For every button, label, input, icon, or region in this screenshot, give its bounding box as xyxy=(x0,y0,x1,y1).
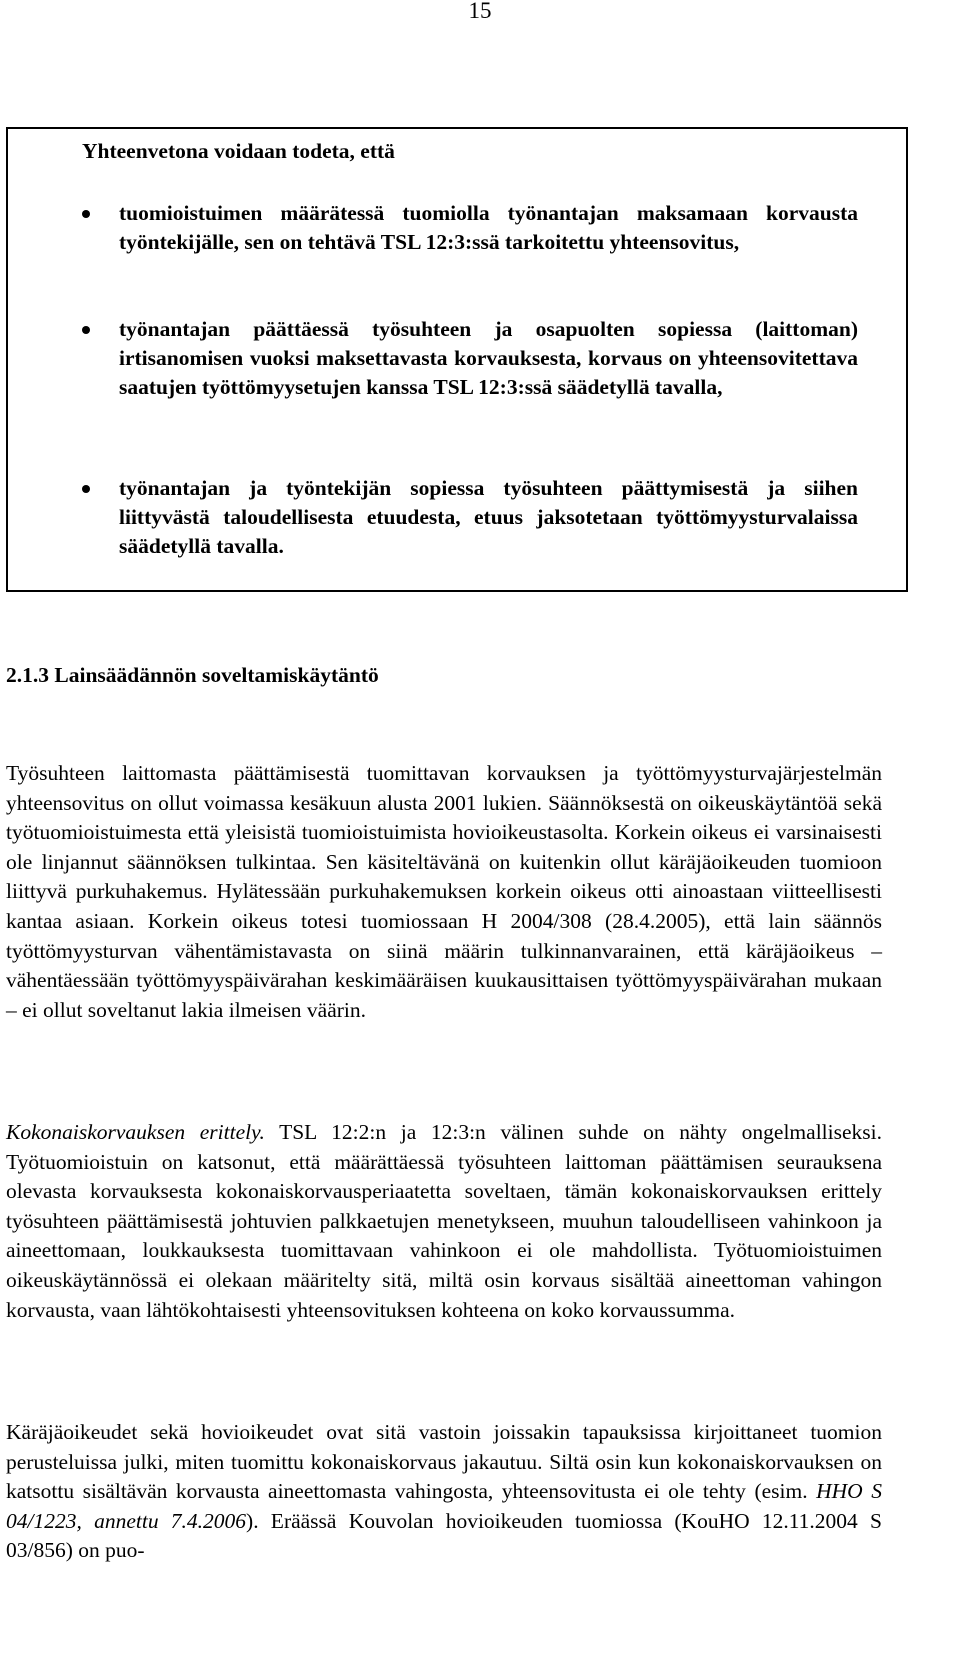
paragraph-2 xyxy=(6,1118,882,1325)
summary-bullet-text: tuomioistuimen määrätessä tuomiolla työnantajan maksamaan korvausta työntekijälle, sen on tehtävä TSL 12:3:ssä tarkoitettu yhteensovitus, xyxy=(119,201,858,254)
paragraph-2-lead: Kokonaiskorvauksen erittely. xyxy=(6,1120,265,1144)
bullet-dot-icon xyxy=(82,485,90,493)
summary-bullet-item xyxy=(82,315,858,402)
paragraph-3-text-a: Käräjäoikeudet sekä hovioikeudet ovat sitä vastoin joissakin tapauksissa kirjoittaneet tuomion perusteluissa julki, miten tuomittu kokonaiskorvaus jakautuu. Siltä osin kun kokonaiskorvauksen on katsottu sisältävän korvausta aineettomasta vahingosta, yhteensovitusta ei ole tehty (esim. xyxy=(6,1420,882,1504)
bullet-dot-icon xyxy=(82,326,90,334)
summary-bullet-item xyxy=(82,199,858,257)
paragraph-3-text-b: ). Eräässä Kouvolan hovioikeuden tuomiossa (KouHO 12.11.2004 S 03/856) on puo- xyxy=(6,1508,882,1563)
paragraph-1: Työsuhteen laittomasta päättämisestä tuomittavan korvauksen ja työttömyysturvajärjestelmän yhteensovitus on ollut voimassa kesäkuun alusta 2001 lukien. Säännöksestä on oikeuskäytäntöä sekä työtuomioistuimesta että yleisistä tuomioistuimista hovioikeustasolta. Korkein oikeus ei varsinaisesti ole linjannut säännöksen tulkintaa. Sen käsiteltävänä on kuitenkin ollut käräjäoikeuden tuomioon liittyvä purkuhakemus. Hylätessään purkuhakemuksen korkein oikeus otti ainoastaan viitteellisesti kantaa asiaan. Korkein oikeus totesi tuomiossaan H 2004/308 (28.4.2005), että lain säännös työttömyysturvan vähentämistavasta on siinä määrin tulkinnanvarainen, että käräjäoikeus – vähentäessään työttömyyspäivärahan keskimääräisen kuukausittaisen työttömyyspäivärahan mukaan – ei ollut soveltanut lakia ilmeisen väärin. xyxy=(6,761,882,1022)
paragraph-3 xyxy=(6,1418,882,1566)
page-number: 15 xyxy=(468,0,492,23)
paragraph-2-body: TSL 12:2:n ja 12:3:n välinen suhde on nähty ongelmalliseksi. Työtuomioistuin on katsonut, että määrättäessä työsuhteen laittoman päättämisen seurauksena olevasta korvauksesta kokonaiskorvausperiaatetta soveltaen, tämän kokonaiskorvauksen erittely työsuhteen päättämisestä johtuvien palkkaetujen menetykseen, muuhun taloudelliseen vahinkoon ja aineettomaan, loukkauksesta tuomittavaan vahinkoon ei ole mahdollista. Työtuomioistuimen oikeuskäytännössä ei olekaan määritelty sitä, miltä osin korvaus sisältää aineettoman vahingon korvausta, vaan lähtökohtaisesti yhteensovituksen kohteena on koko korvaussumma. xyxy=(6,1120,882,1322)
summary-bullet-text: työnantajan ja työntekijän sopiessa työsuhteen päättymisestä ja siihen liittyvästä taloudellisesta etuudesta, etuus jaksotetaan työttömyysturvalaissa säädetyllä tavalla. xyxy=(119,476,858,558)
summary-bullet-text: työnantajan päättäessä työsuhteen ja osapuolten sopiessa (laittoman) irtisanomisen vuoksi maksettavasta korvauksesta, korvaus on yhteensovitettava saatujen työttömyysetujen kanssa TSL 12:3:ssä säädetyllä tavalla, xyxy=(119,317,858,399)
bullet-dot-icon xyxy=(82,210,90,218)
summary-bullet-item xyxy=(82,474,858,561)
paragraph-3-citation: HHO S 04/1223, annettu 7.4.2006 xyxy=(6,1479,882,1533)
summary-intro: Yhteenvetona voidaan todeta, että xyxy=(82,139,395,163)
section-heading: 2.1.3 Lainsäädännön soveltamiskäytäntö xyxy=(6,663,379,687)
